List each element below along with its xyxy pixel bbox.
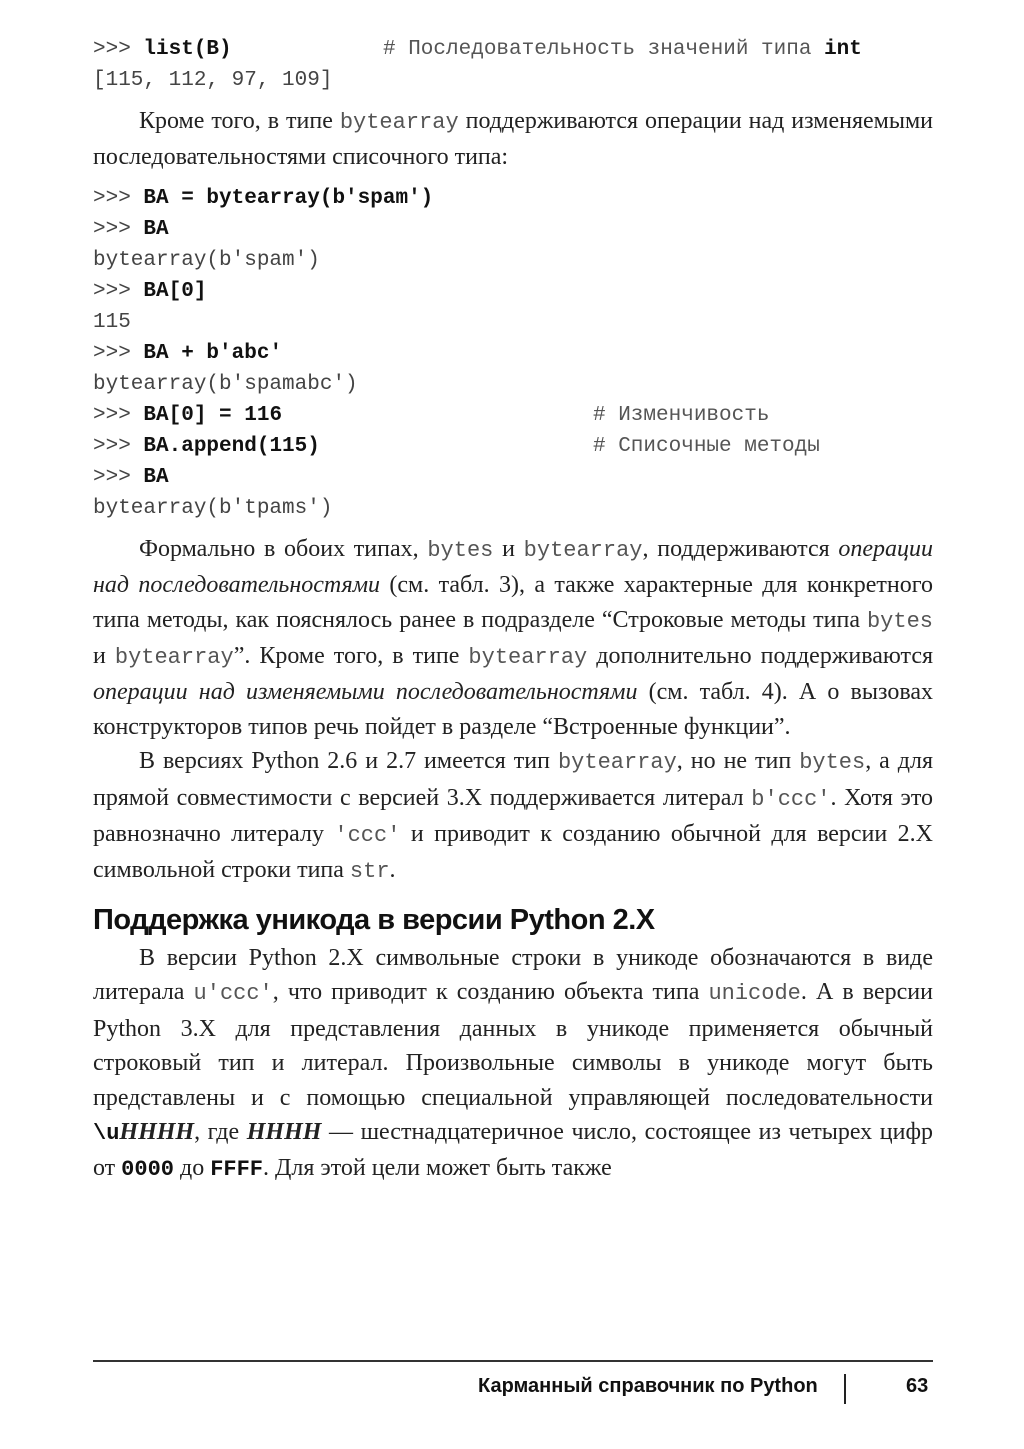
page-content <box>93 34 933 1188</box>
code-line: >>> BA[0] <box>93 279 207 303</box>
prompt: >>> <box>93 38 144 61</box>
code-line: >>> BA + b'abc' <box>93 341 283 365</box>
code-comment <box>383 34 862 65</box>
code-output: bytearray(b'tpams') <box>93 496 333 520</box>
code-block-list <box>93 34 933 96</box>
section-heading: Поддержка уникода в версии Python 2.X <box>93 903 655 936</box>
footer-title: Карманный справочник по Python <box>478 1375 818 1397</box>
code-line <box>93 34 933 65</box>
paragraph-python26: В версиях Python 2.6 и 2.7 имеется тип bytearray, но не тип bytes, а для прямой совместимости с версией 3.X поддерживается литерал b'ccc'. Хотя это равнозначно литералу 'ccc' и приводит к созданию обычной для версии 2.X символьной строки типа str. <box>93 748 934 885</box>
comment-text: # Последовательность значений типа <box>383 38 825 61</box>
code-block-bytearray <box>93 183 933 524</box>
comment-bold: int <box>824 38 862 61</box>
code-comment: # Списочные методы <box>593 434 820 458</box>
paragraph-formal-ops: Формально в обоих типах, bytes и bytearray, поддерживаются операции над последовательностями (см. табл. 3), а также характерные для конкретного типа методы, как пояснялось ранее в подразделе “Строковые методы типа bytes и bytearray”. Кроме того, в типе bytearray дополнительно поддерживаются операции над изменяемыми последовательностями (см. табл. 4). А о вызовах конструкторов типов речь пойдет в разделе “Встроенные функции”. <box>93 535 934 740</box>
code-line: >>> BA <box>93 465 169 489</box>
paragraph-unicode: В версии Python 2.X символьные строки в уникоде обозначаются в виде литерала u'ccc', что приводит к созданию объекта типа unicode. А в версии Python 3.X для представления данных в уникоде применяется обычный строковый тип и литерал. Произвольные символы в уникоде могут быть представлены и с помощью специальной управляющей последовательности \uHHHH, где HHHH — шестнадцатеричное число, состоящее из четырех цифр от 0000 до FFFF. Для этой цели может быть также <box>93 944 933 1183</box>
page-number: 63 <box>906 1375 929 1397</box>
code-output: 115 <box>93 310 131 334</box>
code-output: bytearray(b'spamabc') <box>93 372 358 396</box>
footer-rule <box>93 1360 933 1362</box>
paragraph-bytearray-ops: Кроме того, в типе bytearray поддерживаются операции над изменяемыми последовательностями списочного типа: <box>93 108 934 171</box>
code-output: bytearray(b'spam') <box>93 248 320 272</box>
code-line: >>> BA = bytearray(b'spam') <box>93 186 434 210</box>
footer-separator <box>844 1374 846 1404</box>
code-line: >>> BA[0] = 116 # Изменчивость <box>93 400 933 431</box>
code-comment: # Изменчивость <box>593 403 770 427</box>
code-line: >>> BA.append(115) # Списочные методы <box>93 431 933 462</box>
code-input: list(B) <box>143 38 232 61</box>
code-line: >>> BA <box>93 217 169 241</box>
code-output: [115, 112, 97, 109] <box>93 69 333 92</box>
